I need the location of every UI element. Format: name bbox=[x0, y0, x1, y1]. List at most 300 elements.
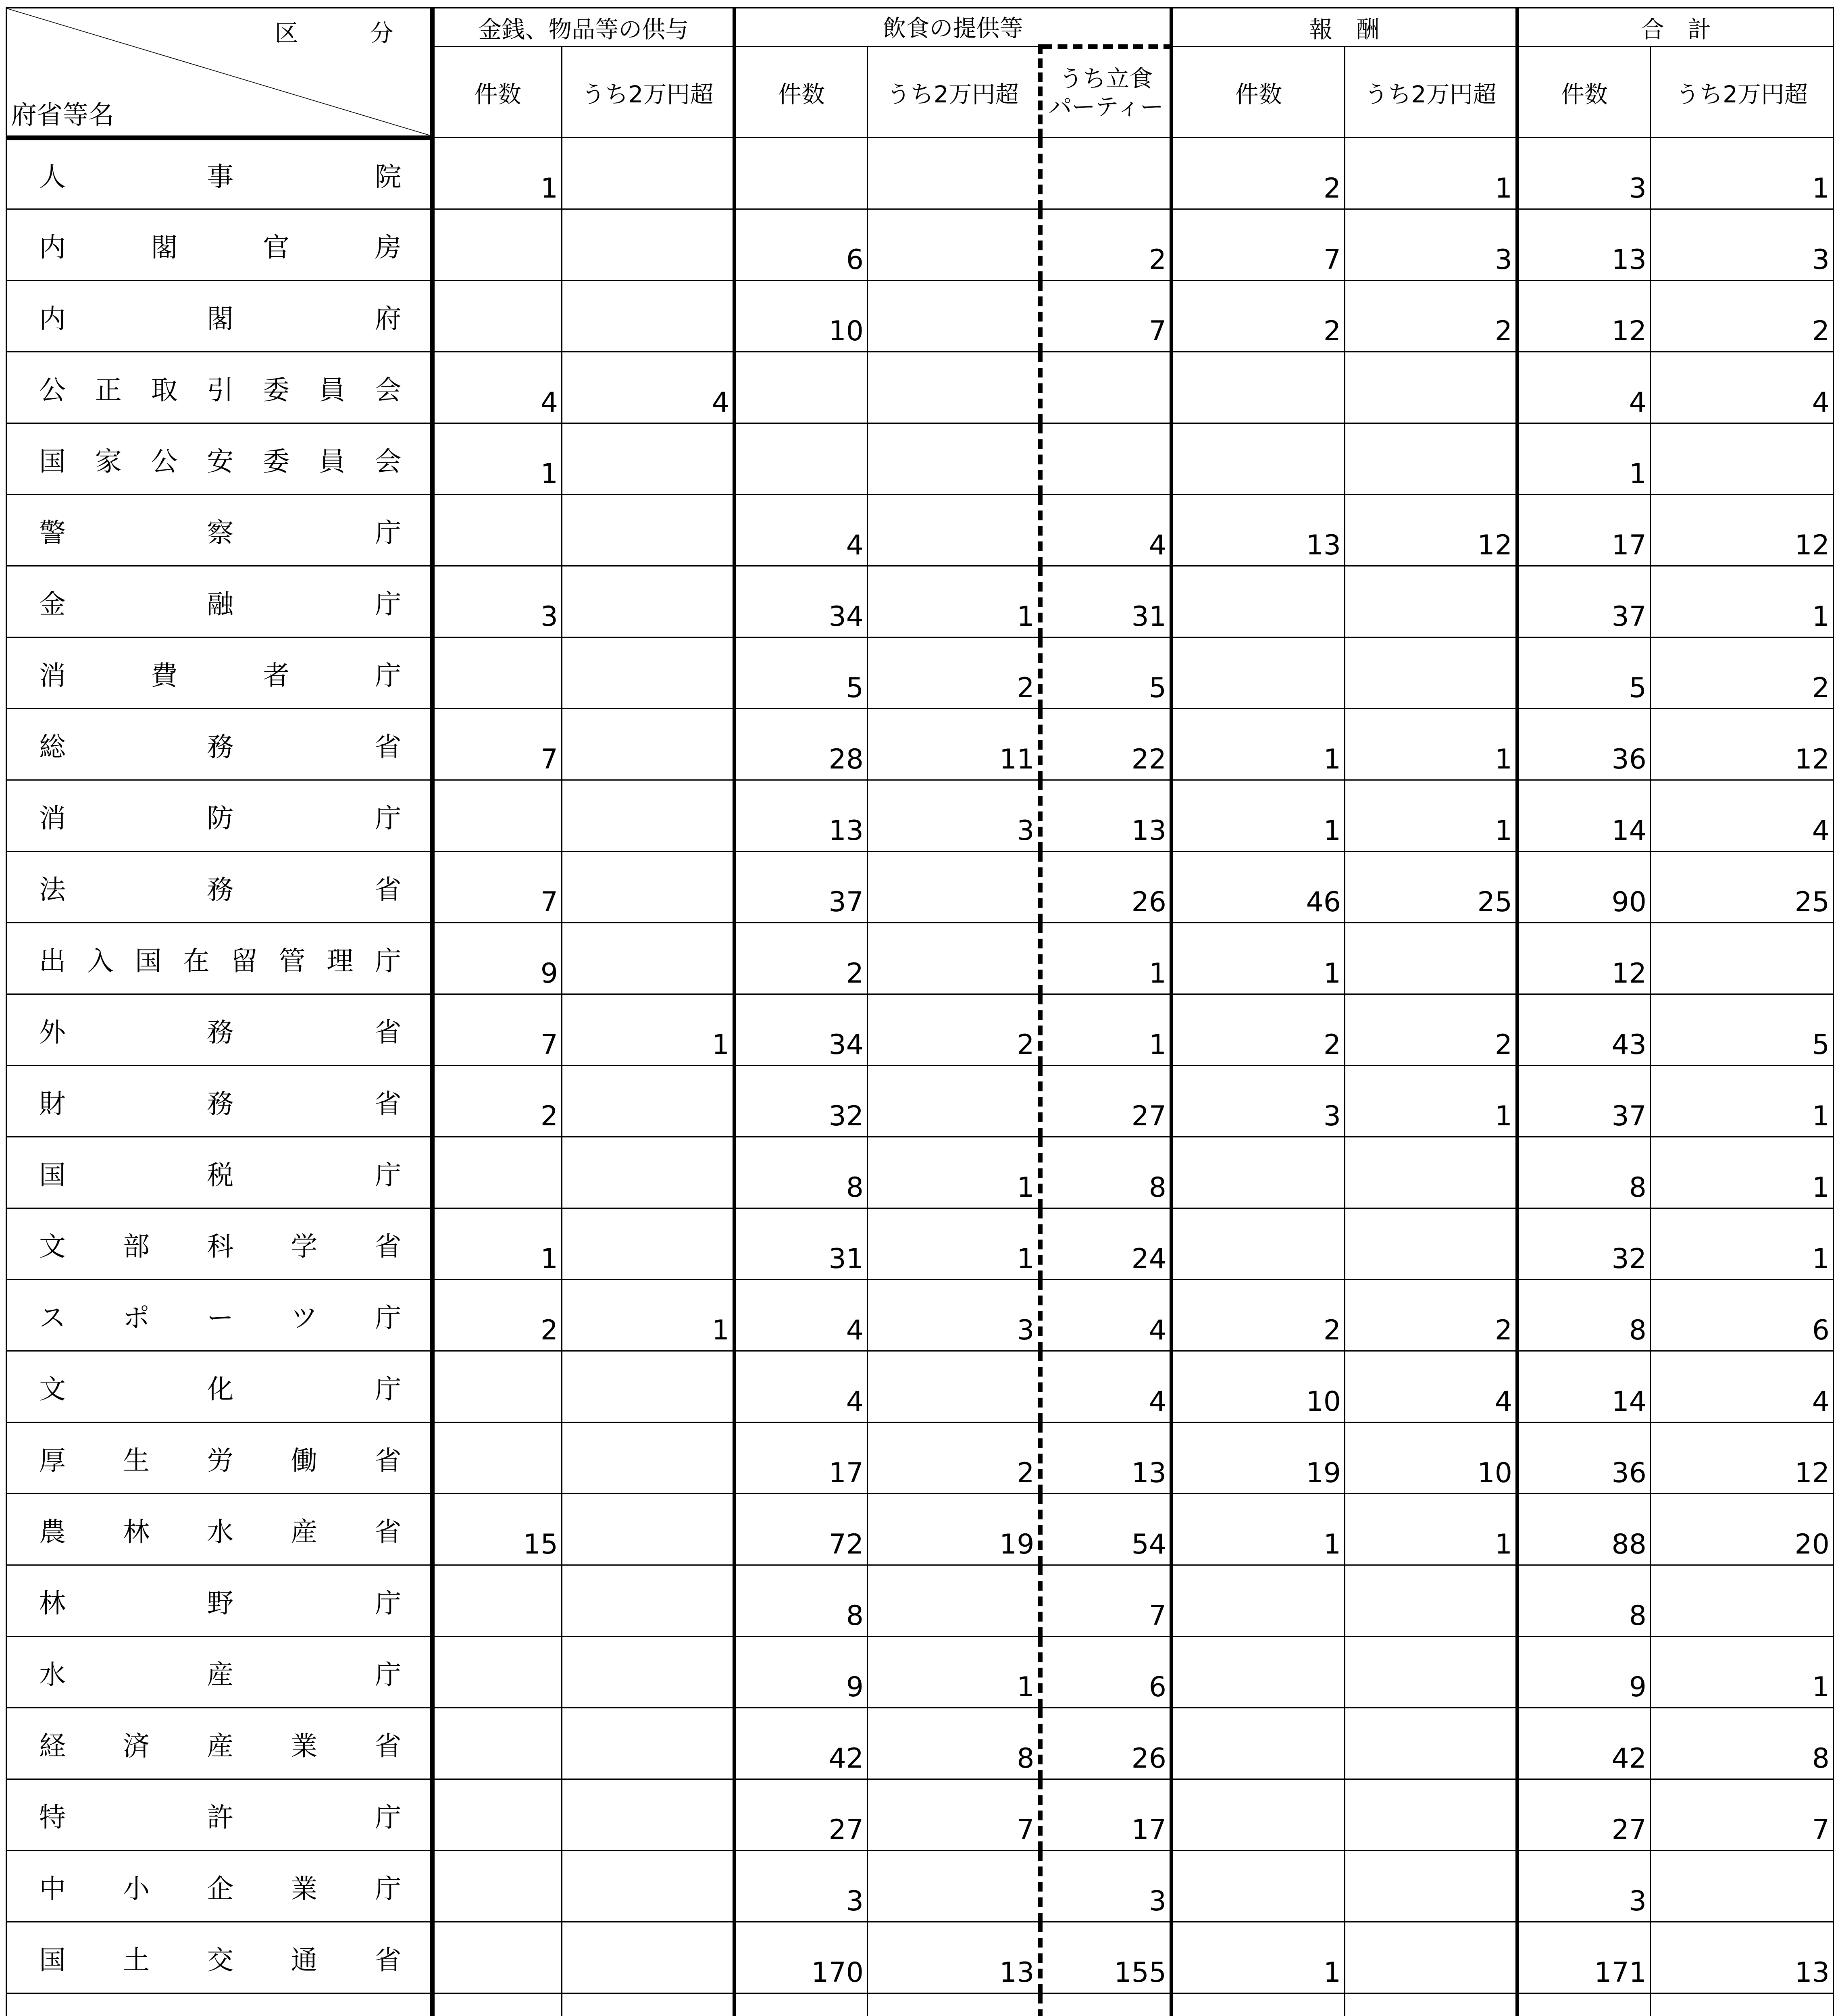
agency-name-char: 安 bbox=[207, 446, 234, 477]
cell-gifts-count: 2 bbox=[432, 1066, 562, 1137]
cell-sum-count: 5 bbox=[1517, 637, 1651, 709]
cell-sum-count: 36 bbox=[1517, 709, 1651, 780]
cell-fees-count bbox=[1172, 1565, 1345, 1637]
agency-name-char: 通 bbox=[291, 1944, 318, 1976]
cell-fees-count: 2 bbox=[1172, 994, 1345, 1066]
cell-meals-party: 13 bbox=[1040, 1422, 1172, 1494]
cell-sum-over bbox=[1651, 1993, 1834, 2016]
cell-fees-over bbox=[1345, 1637, 1517, 1708]
agency-name-char: 生 bbox=[123, 1445, 150, 1476]
agency-name-char: 税 bbox=[207, 1159, 234, 1191]
agency-name-char: 内 bbox=[39, 231, 66, 263]
agency-name-cell bbox=[6, 1637, 432, 1708]
agency-name bbox=[7, 210, 430, 280]
agency-name-char: 閣 bbox=[151, 231, 178, 263]
cell-meals-party: 26 bbox=[1040, 1708, 1172, 1779]
cell-sum-over bbox=[1651, 1851, 1834, 1922]
cell-meals-party: 26 bbox=[1040, 852, 1172, 923]
cell-sum-count: 37 bbox=[1517, 1066, 1651, 1137]
cell-gifts-count bbox=[432, 1137, 562, 1208]
cell-fees-over bbox=[1345, 923, 1517, 994]
cell-fees-over: 1 bbox=[1345, 138, 1517, 209]
cell-meals-over bbox=[868, 1993, 1040, 2016]
cell-meals-count: 34 bbox=[735, 994, 868, 1066]
cell-sum-over: 1 bbox=[1651, 138, 1834, 209]
table-row bbox=[6, 1637, 1834, 1708]
agency-name-char: 文 bbox=[39, 1231, 66, 1262]
agency-name-char: 官 bbox=[263, 231, 289, 263]
cell-gifts-count bbox=[432, 1922, 562, 1993]
agency-name-char: 正 bbox=[95, 374, 122, 406]
cell-meals-party: 31 bbox=[1040, 566, 1172, 637]
cell-sum-count: 88 bbox=[1517, 1494, 1651, 1565]
agency-name-char: 林 bbox=[123, 1516, 150, 1547]
agency-name-cell bbox=[6, 1208, 432, 1280]
header-sub-count: 件数 bbox=[735, 47, 868, 138]
agency-name-char: 庁 bbox=[375, 1587, 402, 1619]
cell-fees-over: 2 bbox=[1345, 281, 1517, 352]
agency-name-cell bbox=[6, 923, 432, 994]
cell-sum-over: 4 bbox=[1651, 1351, 1834, 1422]
cell-sum-over: 1 bbox=[1651, 1137, 1834, 1208]
cell-gifts-over bbox=[562, 1922, 735, 1993]
cell-meals-count bbox=[735, 138, 868, 209]
agency-name-char: 取 bbox=[151, 374, 178, 406]
agency-name-char bbox=[375, 2010, 402, 2016]
cell-meals-over: 11 bbox=[868, 709, 1040, 780]
agency-name-char: 庁 bbox=[375, 1873, 402, 1904]
agency-name-char: 土 bbox=[123, 1944, 150, 1976]
header-group-gifts: 金銭、物品等の供与 bbox=[432, 8, 735, 47]
cell-meals-party: 4 bbox=[1040, 495, 1172, 566]
agency-name-char: 農 bbox=[39, 1516, 66, 1547]
cell-fees-count bbox=[1172, 423, 1345, 495]
agency-name-char: 厚 bbox=[39, 1445, 66, 1476]
cell-meals-over bbox=[868, 352, 1040, 423]
cell-gifts-over bbox=[562, 209, 735, 281]
agency-name-char: 庁 bbox=[375, 588, 402, 620]
cell-meals-party: 4 bbox=[1040, 1280, 1172, 1351]
cell-sum-over: 1 bbox=[1651, 566, 1834, 637]
table-row bbox=[6, 1422, 1834, 1494]
agency-name-char: 国 bbox=[39, 446, 66, 477]
cell-meals-over bbox=[868, 138, 1040, 209]
agency-name-char: 費 bbox=[151, 660, 178, 691]
cell-sum-count: 14 bbox=[1517, 780, 1651, 852]
cell-meals-party: 17 bbox=[1040, 1779, 1172, 1851]
agency-name-char: 家 bbox=[95, 446, 122, 477]
header-sub-over: うち2万円超 bbox=[562, 47, 735, 138]
agency-name-char: 引 bbox=[207, 374, 234, 406]
cell-gifts-count bbox=[432, 1851, 562, 1922]
agency-name-char: 庁 bbox=[375, 802, 402, 834]
agency-name bbox=[7, 1708, 430, 1779]
cell-fees-over bbox=[1345, 1993, 1517, 2016]
cell-gifts-over bbox=[562, 1565, 735, 1637]
agency-name-char: 金 bbox=[39, 588, 66, 620]
cell-sum-over: 3 bbox=[1651, 209, 1834, 281]
agency-name-char: 省 bbox=[375, 874, 402, 905]
header-sub-over: うち2万円超 bbox=[868, 47, 1040, 138]
cell-gifts-over bbox=[562, 1993, 735, 2016]
agency-name-char: 総 bbox=[39, 731, 66, 762]
cell-meals-over: 1 bbox=[868, 1137, 1040, 1208]
agency-name-char: 員 bbox=[318, 374, 346, 406]
header-sub-party-line1: うち立食 bbox=[1059, 65, 1153, 93]
agency-name-char: 小 bbox=[123, 1873, 150, 1904]
cell-gifts-count: 9 bbox=[432, 923, 562, 994]
agency-name-char: ポ bbox=[123, 1302, 150, 1333]
cell-fees-over: 1 bbox=[1345, 1066, 1517, 1137]
cell-meals-party: 24 bbox=[1040, 1208, 1172, 1280]
agency-name-char: 法 bbox=[39, 874, 66, 905]
cell-meals-party: 22 bbox=[1040, 709, 1172, 780]
agency-name-char: 庁 bbox=[375, 1373, 402, 1405]
table-row bbox=[6, 994, 1834, 1066]
cell-gifts-count bbox=[432, 1351, 562, 1422]
cell-sum-over: 2 bbox=[1651, 637, 1834, 709]
agency-name-char: ス bbox=[39, 1302, 66, 1333]
cell-gifts-over bbox=[562, 923, 735, 994]
cell-fees-over: 10 bbox=[1345, 1422, 1517, 1494]
cell-gifts-over bbox=[562, 1422, 735, 1494]
agency-name bbox=[7, 1280, 430, 1350]
cell-fees-count: 1 bbox=[1172, 923, 1345, 994]
cell-gifts-count bbox=[432, 1565, 562, 1637]
cell-gifts-over bbox=[562, 1208, 735, 1280]
agency-name-char: 文 bbox=[39, 1373, 66, 1405]
agency-name-char: 省 bbox=[375, 1445, 402, 1476]
cell-meals-over: 2 bbox=[868, 637, 1040, 709]
cell-meals-over bbox=[868, 1066, 1040, 1137]
cell-gifts-over bbox=[562, 637, 735, 709]
agency-name-char: 消 bbox=[39, 660, 66, 691]
cell-gifts-count: 4 bbox=[432, 352, 562, 423]
cell-meals-count: 42 bbox=[735, 1708, 868, 1779]
header-fusho: 府省等名 bbox=[11, 100, 114, 130]
agency-name-cell bbox=[6, 1993, 432, 2016]
header-corner-cell bbox=[6, 8, 432, 138]
cell-fees-count: 2 bbox=[1172, 1280, 1345, 1351]
header-sub-count: 件数 bbox=[432, 47, 562, 138]
agency-name bbox=[7, 638, 430, 708]
cell-sum-over: 4 bbox=[1651, 780, 1834, 852]
cell-meals-party: 13 bbox=[1040, 780, 1172, 852]
agency-name-cell bbox=[6, 1708, 432, 1779]
cell-fees-over: 12 bbox=[1345, 495, 1517, 566]
cell-gifts-count bbox=[432, 209, 562, 281]
cell-meals-count: 3 bbox=[735, 1851, 868, 1922]
agency-name bbox=[7, 852, 430, 922]
table-row bbox=[6, 1993, 1834, 2016]
agency-name bbox=[7, 1209, 430, 1279]
agency-name-char: 会 bbox=[375, 374, 402, 406]
cell-sum-over: 1 bbox=[1651, 1066, 1834, 1137]
agency-name-char: 水 bbox=[39, 1659, 66, 1690]
agency-name bbox=[7, 424, 430, 494]
cell-meals-party: 1 bbox=[1040, 994, 1172, 1066]
cell-gifts-count: 1 bbox=[432, 1208, 562, 1280]
cell-sum-over: 2 bbox=[1651, 281, 1834, 352]
table-row bbox=[6, 566, 1834, 637]
agency-name-char: 庁 bbox=[375, 1801, 402, 1833]
gifts-report-table bbox=[6, 7, 1834, 2016]
cell-fees-over: 3 bbox=[1345, 209, 1517, 281]
agency-name-cell bbox=[6, 1494, 432, 1565]
agency-name-char: 員 bbox=[318, 446, 346, 477]
cell-sum-over: 4 bbox=[1651, 352, 1834, 423]
agency-name bbox=[7, 1494, 430, 1564]
cell-meals-count: 28 bbox=[735, 709, 868, 780]
agency-name-char: 公 bbox=[151, 446, 178, 477]
cell-gifts-over bbox=[562, 780, 735, 852]
cell-sum-count: 8 bbox=[1517, 1280, 1651, 1351]
agency-name bbox=[7, 1137, 430, 1208]
agency-name-char: 労 bbox=[207, 1445, 234, 1476]
cell-meals-count bbox=[735, 423, 868, 495]
cell-gifts-count: 1 bbox=[432, 138, 562, 209]
cell-sum-count: 1 bbox=[1517, 423, 1651, 495]
table-row bbox=[6, 1280, 1834, 1351]
agency-name-char: 察 bbox=[207, 517, 234, 548]
agency-name-char: 財 bbox=[39, 1088, 66, 1119]
agency-name-char bbox=[39, 2010, 66, 2016]
header-group-total: 合 計 bbox=[1517, 8, 1834, 47]
agency-name-char: 産 bbox=[207, 1659, 234, 1690]
cell-meals-party: 2 bbox=[1040, 209, 1172, 281]
agency-name-cell bbox=[6, 209, 432, 281]
cell-meals-over: 8 bbox=[868, 1708, 1040, 1779]
agency-name-char: 者 bbox=[263, 660, 289, 691]
header-sub-party-line2: パーティー bbox=[1048, 93, 1164, 121]
agency-name-char: 管 bbox=[279, 945, 306, 977]
cell-meals-over: 3 bbox=[868, 780, 1040, 852]
cell-sum-count: 42 bbox=[1517, 1708, 1651, 1779]
cell-meals-count: 37 bbox=[735, 852, 868, 923]
agency-name-char: 許 bbox=[207, 1801, 234, 1833]
cell-meals-party bbox=[1040, 1993, 1172, 2016]
cell-meals-count: 8 bbox=[735, 1565, 868, 1637]
agency-name bbox=[7, 1352, 430, 1422]
cell-gifts-over bbox=[562, 1351, 735, 1422]
cell-gifts-count bbox=[432, 1993, 562, 2016]
cell-meals-over bbox=[868, 1565, 1040, 1637]
agency-name-char: 庁 bbox=[375, 660, 402, 691]
table-row bbox=[6, 852, 1834, 923]
cell-meals-count bbox=[735, 1993, 868, 2016]
header-group-row bbox=[6, 8, 1834, 47]
cell-fees-over bbox=[1345, 1565, 1517, 1637]
agency-name-char: 化 bbox=[207, 1373, 234, 1405]
cell-sum-count: 13 bbox=[1517, 209, 1651, 281]
cell-sum-over: 7 bbox=[1651, 1779, 1834, 1851]
cell-fees-over bbox=[1345, 1922, 1517, 1993]
agency-name-cell bbox=[6, 1565, 432, 1637]
cell-gifts-count: 1 bbox=[432, 423, 562, 495]
agency-name-char: 業 bbox=[291, 1873, 318, 1904]
cell-gifts-count: 7 bbox=[432, 852, 562, 923]
cell-sum-count: 14 bbox=[1517, 1351, 1651, 1422]
agency-name-char: 省 bbox=[375, 1730, 402, 1762]
agency-name bbox=[7, 1066, 430, 1136]
agency-name-char: 省 bbox=[375, 731, 402, 762]
agency-name-char: ツ bbox=[291, 1302, 318, 1333]
agency-name-char: 科 bbox=[207, 1231, 234, 1262]
cell-sum-over: 5 bbox=[1651, 994, 1834, 1066]
cell-sum-count: 171 bbox=[1517, 1922, 1651, 1993]
cell-meals-over bbox=[868, 495, 1040, 566]
table-row bbox=[6, 1779, 1834, 1851]
cell-fees-count bbox=[1172, 1779, 1345, 1851]
agency-name bbox=[7, 1851, 430, 1921]
cell-fees-count: 7 bbox=[1172, 209, 1345, 281]
agency-name-cell bbox=[6, 495, 432, 566]
cell-fees-count bbox=[1172, 1993, 1345, 2016]
cell-sum-count: 3 bbox=[1517, 138, 1651, 209]
table-row bbox=[6, 1494, 1834, 1565]
cell-sum-over: 20 bbox=[1651, 1494, 1834, 1565]
agency-name-char: 経 bbox=[39, 1730, 66, 1762]
agency-name-char: 国 bbox=[39, 1944, 66, 1976]
agency-name-cell bbox=[6, 637, 432, 709]
cell-fees-count: 1 bbox=[1172, 780, 1345, 852]
cell-meals-over: 1 bbox=[868, 1637, 1040, 1708]
agency-name-char: 事 bbox=[207, 161, 234, 192]
table-row bbox=[6, 923, 1834, 994]
agency-name-char: 産 bbox=[291, 1516, 318, 1547]
cell-sum-over bbox=[1651, 1565, 1834, 1637]
cell-fees-over bbox=[1345, 1708, 1517, 1779]
agency-name bbox=[7, 1922, 430, 1993]
cell-gifts-over bbox=[562, 138, 735, 209]
cell-meals-over: 2 bbox=[868, 1422, 1040, 1494]
cell-meals-over: 13 bbox=[868, 1922, 1040, 1993]
agency-name-cell bbox=[6, 709, 432, 780]
cell-sum-over: 1 bbox=[1651, 1637, 1834, 1708]
cell-gifts-over: 1 bbox=[562, 1280, 735, 1351]
cell-meals-count: 13 bbox=[735, 780, 868, 852]
agency-name-char: 警 bbox=[39, 517, 66, 548]
agency-name-char: 庁 bbox=[375, 945, 402, 977]
cell-sum-over: 12 bbox=[1651, 495, 1834, 566]
agency-name-char: 庁 bbox=[375, 1159, 402, 1191]
agency-name-char: 理 bbox=[327, 945, 354, 977]
cell-fees-over bbox=[1345, 352, 1517, 423]
agency-name-char: 部 bbox=[123, 1231, 150, 1262]
cell-fees-count: 1 bbox=[1172, 1922, 1345, 1993]
cell-sum-count: 8 bbox=[1517, 1137, 1651, 1208]
cell-meals-count: 6 bbox=[735, 209, 868, 281]
agency-name-char: 野 bbox=[207, 1587, 234, 1619]
agency-name-char: 務 bbox=[207, 731, 234, 762]
cell-meals-over: 3 bbox=[868, 1280, 1040, 1351]
agency-name-char: 省 bbox=[375, 1516, 402, 1547]
agency-name-cell bbox=[6, 780, 432, 852]
agency-name-char: 入 bbox=[87, 945, 114, 977]
cell-fees-over bbox=[1345, 1208, 1517, 1280]
header-group-fees: 報 酬 bbox=[1172, 8, 1517, 47]
cell-fees-count bbox=[1172, 1137, 1345, 1208]
table-row bbox=[6, 1208, 1834, 1280]
header-sub-count: 件数 bbox=[1517, 47, 1651, 138]
agency-name-char: 省 bbox=[375, 1231, 402, 1262]
cell-gifts-over: 1 bbox=[562, 994, 735, 1066]
cell-meals-party: 4 bbox=[1040, 1351, 1172, 1422]
cell-meals-party: 1 bbox=[1040, 923, 1172, 994]
cell-meals-count: 9 bbox=[735, 1637, 868, 1708]
cell-gifts-count: 15 bbox=[432, 1494, 562, 1565]
cell-fees-count bbox=[1172, 1637, 1345, 1708]
agency-name-char: 人 bbox=[39, 161, 66, 192]
agency-name bbox=[7, 923, 430, 993]
agency-name bbox=[7, 1566, 430, 1636]
cell-meals-party: 6 bbox=[1040, 1637, 1172, 1708]
cell-gifts-over bbox=[562, 1637, 735, 1708]
agency-name-char: 林 bbox=[39, 1587, 66, 1619]
cell-meals-count bbox=[735, 352, 868, 423]
cell-sum-over: 8 bbox=[1651, 1708, 1834, 1779]
cell-fees-over bbox=[1345, 1851, 1517, 1922]
agency-name-char: 在 bbox=[183, 945, 210, 977]
cell-sum-over bbox=[1651, 923, 1834, 994]
agency-name-char: 特 bbox=[39, 1801, 66, 1833]
cell-gifts-count bbox=[432, 495, 562, 566]
cell-gifts-count bbox=[432, 1637, 562, 1708]
agency-name-char: 中 bbox=[39, 1873, 66, 1904]
cell-fees-count bbox=[1172, 1708, 1345, 1779]
table-row bbox=[6, 1066, 1834, 1137]
cell-fees-over bbox=[1345, 423, 1517, 495]
agency-name-char: 防 bbox=[207, 802, 234, 834]
agency-name-cell bbox=[6, 138, 432, 209]
agency-name-cell bbox=[6, 423, 432, 495]
table-row bbox=[6, 637, 1834, 709]
agency-name-char: 働 bbox=[291, 1445, 318, 1476]
cell-fees-count: 3 bbox=[1172, 1066, 1345, 1137]
cell-gifts-count: 2 bbox=[432, 1280, 562, 1351]
cell-meals-party: 27 bbox=[1040, 1066, 1172, 1137]
agency-name-char: 院 bbox=[375, 161, 402, 192]
cell-meals-over: 1 bbox=[868, 1208, 1040, 1280]
agency-name-char: 出 bbox=[39, 945, 66, 977]
cell-meals-count: 170 bbox=[735, 1922, 868, 1993]
cell-meals-over: 19 bbox=[868, 1494, 1040, 1565]
cell-gifts-over bbox=[562, 1851, 735, 1922]
agency-name-cell bbox=[6, 1280, 432, 1351]
cell-meals-over bbox=[868, 423, 1040, 495]
table-row bbox=[6, 495, 1834, 566]
cell-gifts-count bbox=[432, 1708, 562, 1779]
cell-fees-count: 10 bbox=[1172, 1351, 1345, 1422]
cell-sum-over: 6 bbox=[1651, 1280, 1834, 1351]
cell-meals-count: 4 bbox=[735, 1351, 868, 1422]
cell-meals-count: 4 bbox=[735, 495, 868, 566]
cell-gifts-count bbox=[432, 780, 562, 852]
table-row bbox=[6, 1708, 1834, 1779]
agency-name-cell bbox=[6, 852, 432, 923]
cell-gifts-over bbox=[562, 423, 735, 495]
cell-gifts-count bbox=[432, 281, 562, 352]
cell-meals-count: 31 bbox=[735, 1208, 868, 1280]
agency-name-char: 済 bbox=[123, 1730, 150, 1762]
agency-name bbox=[7, 781, 430, 851]
header-sub-over: うち2万円超 bbox=[1651, 47, 1834, 138]
header-sub-party bbox=[1040, 47, 1172, 138]
agency-name-char: 内 bbox=[39, 303, 66, 334]
cell-fees-count: 13 bbox=[1172, 495, 1345, 566]
cell-gifts-count: 7 bbox=[432, 994, 562, 1066]
agency-name-char: 交 bbox=[207, 1944, 234, 1976]
